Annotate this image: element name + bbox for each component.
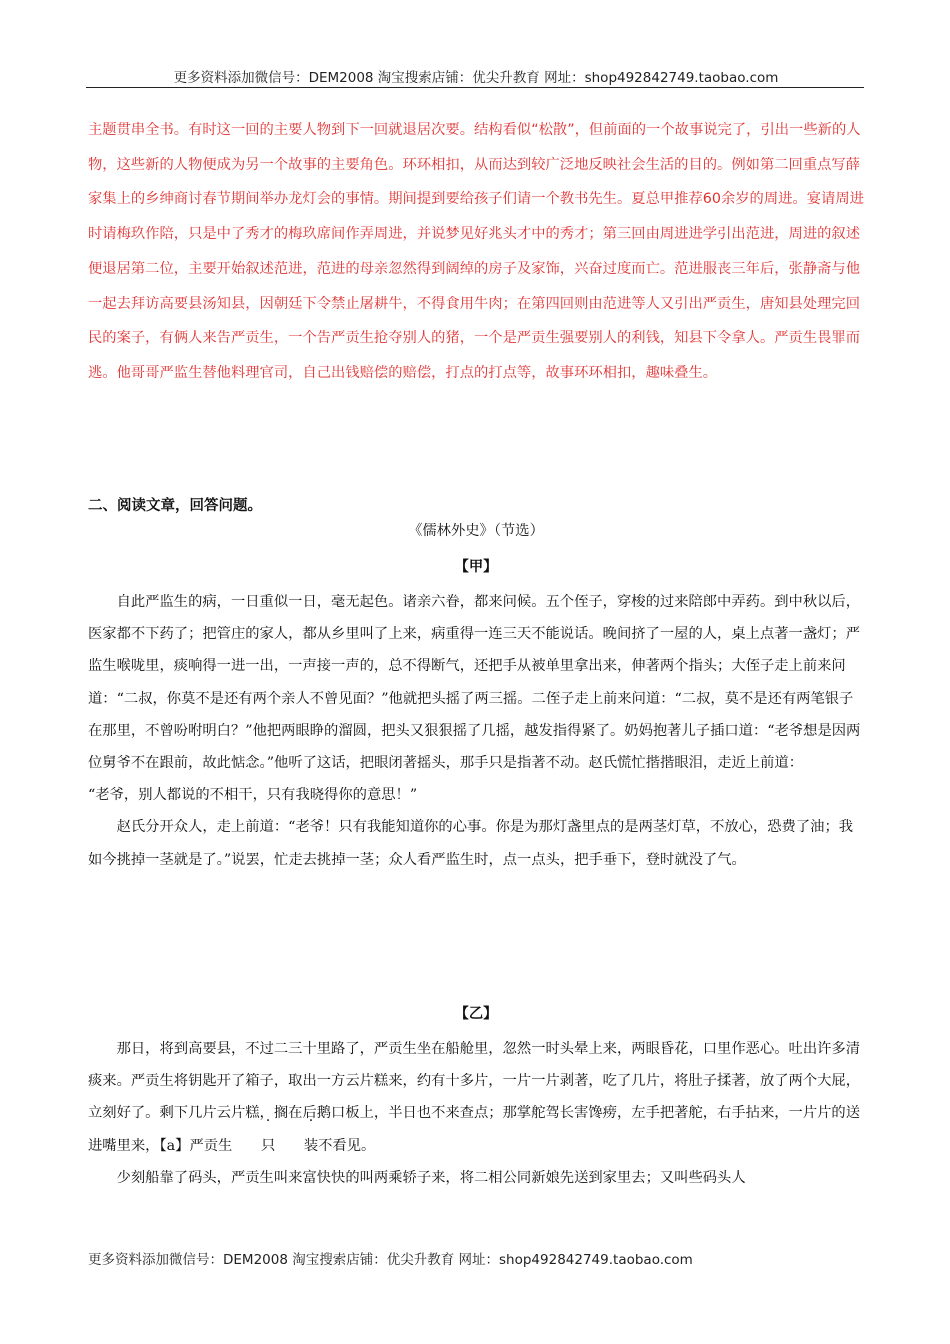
page-footer: 更多资料添加微信号：DEM2008 淘宝搜索店铺：优尖升教育 网址：shop492842749.taobao.com [88, 1252, 693, 1268]
part-a-passage [88, 586, 864, 876]
part-a-paragraph-3: 赵氏分开众人，走上前道：“老爷！只有我能知道你的心事。你是为那灯盏里点的是两茎灯草，不放心，恐费了油；我如今挑掉一茎就是了。”说罢，忙走去挑掉一茎；众人看严监生时，点一点头，把手垂下，登时就没了气。 [88, 819, 854, 868]
intro-red-paragraph: 主题贯串全书。有时这一回的主要人物到下一回就退居次要。结构看似“松散”，但前面的一个故事说完了，引出一些新的人物，这些新的人物便成为另一个故事的主要角色。环环相扣，从而达到较广泛地反映社会生活的目的。例如第二回重点写薛家集上的乡绅商讨春节期间举办龙灯会的事情。期间提到要给孩子们请一个教书先生。夏总甲推荐60余岁的周进。宴请周进时请梅玖作陪，只是中了秀才的梅玖席间作弄周进，并说梦见好兆头才中的秀才；第三回由周进进学引出范进，周进的叙述便退居第二位，主要开始叙述范进，范进的母亲忽然得到阔绰的房子及家饰，兴奋过度而亡。范进服丧三年后，张静斋与他一起去拜访高要县汤知县，因朝廷下令禁止屠耕牛，不得食用牛肉；在第四回则由范进等人又引出严贡生，唐知县处理完回民的案子，有俩人来告严贡生，一个告严贡生抢夺别人的猪，一个是严贡生强要别人的利钱，知县下令拿人。严贡生畏罪而逃。他哥哥严监生替他料理官司，自己出钱赔偿的赔偿，打点的打点等，故事环环相扣，趣味叠生。 [88, 122, 864, 381]
emphasis-char-zhi: 只 [260, 1137, 276, 1154]
part-b-paragraph-1-end: 不看见。 [318, 1137, 376, 1154]
part-b-paragraph-1-text: 那日，将到高要县，不过二三十里路了，严贡生坐在船舱里，忽然一时头晕上来，两眼昏花，口里作恶心。吐出许多清痰来。严贡生将钥匙开了箱子，取出一方云片糕来，约有十多片，一片一片剥著，吃了几片，将肚子揉著，放了两个大屁，立刻好了。剩下几片云片糕，搁在后鹅口板上，半日也不来查点；那掌舵驾长害馋痨，左手把著舵，右手拈来，一片片的送进嘴里来，【a】严贡生 [88, 1041, 861, 1154]
page-header: 更多资料添加微信号：DEM2008 淘宝搜索店铺：优尖升教育 网址：shop492842749.taobao.com [173, 70, 779, 86]
part-b-passage [88, 1033, 864, 1194]
intro-red-passage [88, 113, 864, 391]
article-title: 《儒林外史》（节选） [408, 523, 544, 539]
emphasis-char-zhuang: 装 [303, 1137, 319, 1154]
part-a-label: 【甲】 [454, 559, 498, 575]
part-a-paragraph-2: “老爷，别人都说的不相干，只有我晓得你的意思！” [88, 787, 418, 804]
part-a-paragraph-1: 自此严监生的病，一日重似一日，毫无起色。诸亲六眷，都来问候。五个侄子，穿梭的过来陪郎中弄药。到中秋以后，医家都不下药了；把管庄的家人，都从乡里叫了上来，病重得一连三天不能说话。晚间挤了一屋的人，桌上点著一盏灯；严监生喉咙里，痰响得一进一出，一声接一声的，总不得断气，还把手从被单里拿出来，伸著两个指头；大侄子走上前来问道：“二叔，你莫不是还有两个亲人不曾见面？”他就把头摇了两三摇。二侄子走上前来问道：“二叔，莫不是还有两笔银子在那里，不曾吩咐明白？”他把两眼睁的溜圆，把头又狠狠摇了几摇，越发指得紧了。奶妈抱著儿子插口道：“老爷想是因两位舅爷不在跟前，故此惦念。”他听了这话，把眼闭著摇头，那手只是指著不动。赵氏慌忙揩揩眼泪，走近上前道： [88, 594, 861, 772]
section-heading: 二、阅读文章，回答问题。 [88, 498, 262, 514]
part-b-paragraph-1 [88, 1033, 864, 1162]
part-b-label: 【乙】 [454, 1006, 498, 1022]
header-divider [86, 87, 864, 88]
part-b-paragraph-2: 少刻船靠了码头，严贡生叫来富快快的叫两乘轿子来，将二相公同新娘先送到家里去；又叫些码头人 [116, 1169, 746, 1186]
